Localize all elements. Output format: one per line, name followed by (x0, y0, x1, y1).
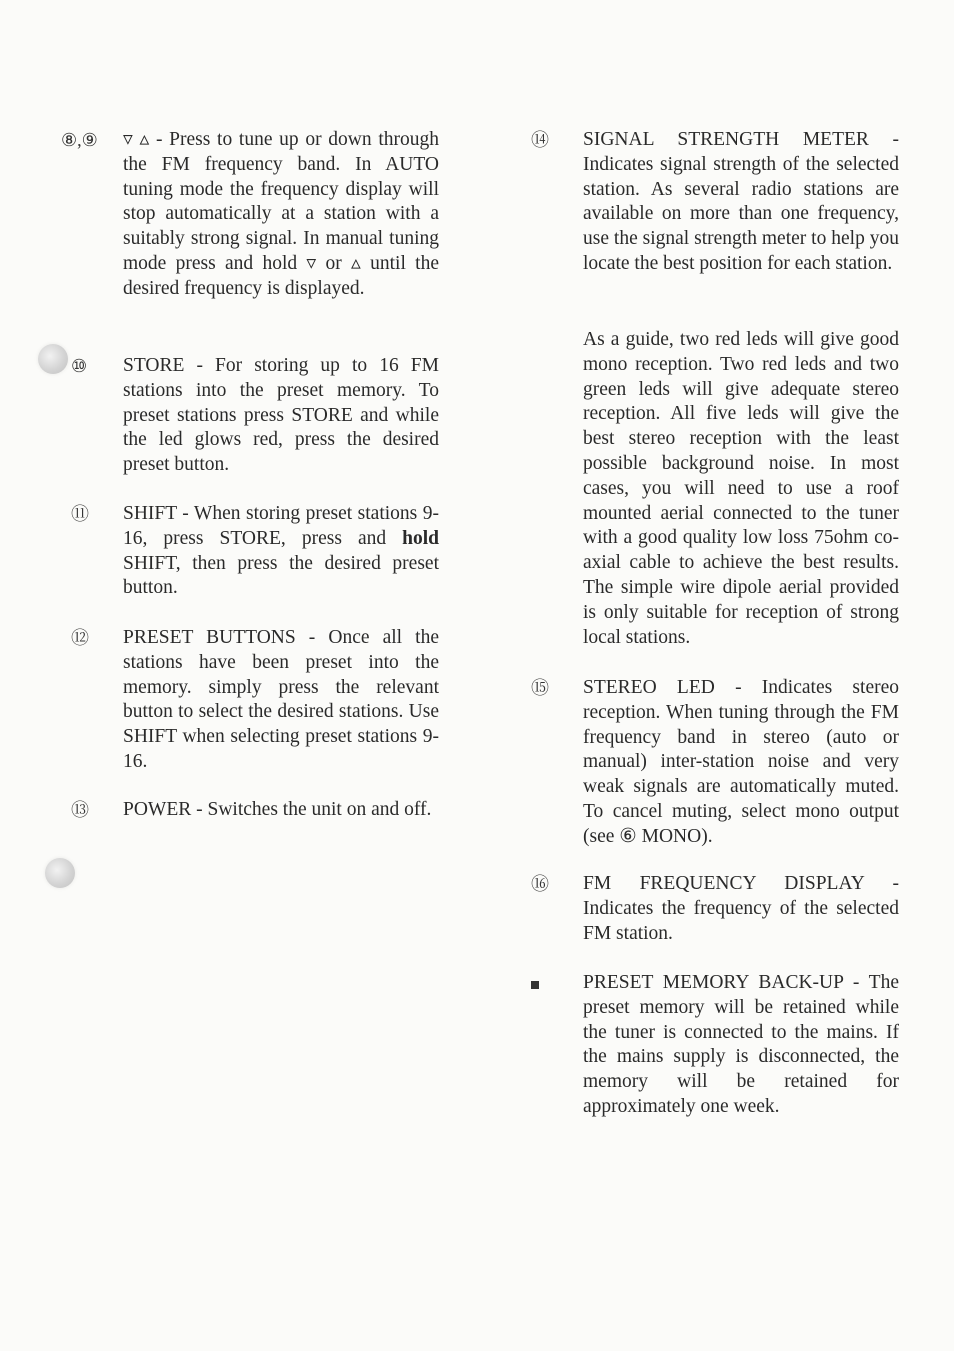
entry-shift-text-a: SHIFT - When storing preset stations 9-16, press STORE, press and (123, 503, 439, 549)
punch-hole-bottom (45, 858, 75, 888)
marker-8-9: ⑧,⑨ (61, 130, 98, 150)
entry-preset-buttons-text: PRESET BUTTONS - Once all the stations have been preset into the memory. simply press the relevant button to select the desired stations. Use SHIFT when selecting preset stations 9-16. (123, 627, 439, 772)
marker-10: ⑩ (71, 356, 88, 376)
marker-14: ⑭ (531, 130, 549, 150)
entry-fm-display (531, 872, 899, 946)
entry-stereo-led-text: STEREO LED - Indicates stereo reception. When tuning through the FM frequency band in stereo (auto or manual) inter-station noise and very weak signals are automatically muted. To cancel muting, select mono output (see ⑥ MONO). (583, 677, 899, 847)
entry-signal-guide (583, 328, 899, 650)
entry-stereo-led (531, 676, 899, 850)
entry-tune (61, 128, 439, 302)
entry-shift-text (123, 502, 439, 601)
entry-shift-text-b: SHIFT, then press the desired preset button. (123, 552, 439, 599)
marker-15: ⑮ (531, 678, 549, 698)
entry-tune-text: ▿ ▵ - Press to tune up or down through the FM frequency band. In AUTO tuning mode the frequency display will stop automatically at a station with a suitably strong signal. In manual tuning mode press and hold ▿ or ▵ until the desired frequency is displayed. (123, 129, 439, 299)
entry-power (71, 798, 439, 823)
marker-11: ⑪ (71, 504, 89, 524)
entry-power-text: POWER - Switches the unit on and off. (123, 799, 432, 820)
entry-memory-backup-text: PRESET MEMORY BACK-UP - The preset memory will be retained while the tuner is connected to the mains. If the mains supply is disconnected, the memory will be retained for approximately one week. (583, 972, 899, 1117)
entry-signal-meter-text: SIGNAL STRENGTH METER - Indicates signal strength of the selected station. As several radio stations are available on more than one frequency, use the signal strength meter to help you locate the best position for each station. (583, 129, 899, 274)
entry-signal-guide-text: As a guide, two red leds will give good mono reception. Two red leds and two green leds will give adequate stereo reception. All five leds will give the best stereo reception with the least possible background noise. In most cases, you will need to use a roof mounted aerial connected to the tuner with a good quality low loss 75ohm co-axial cable to achieve the best results. The simple wire dipole aerial provided is only suitable for reception of strong local stations. (583, 329, 899, 648)
entry-store (71, 354, 439, 478)
entry-signal-meter (531, 128, 899, 277)
marker-12: ⑫ (71, 628, 89, 648)
entry-memory-backup (583, 971, 899, 1120)
entry-preset-buttons (71, 626, 439, 775)
marker-16: ⑯ (531, 874, 549, 894)
entry-fm-display-text: FM FREQUENCY DISPLAY - Indicates the frequency of the selected FM station. (583, 873, 899, 944)
marker-13: ⑬ (71, 800, 89, 820)
entry-shift (71, 502, 439, 601)
punch-hole-top (38, 344, 68, 374)
bullet-square-icon (531, 971, 539, 996)
entry-store-text: STORE - For storing up to 16 FM stations into the preset memory. To preset stations press STORE and while the led glows red, press the desired preset button. (123, 355, 439, 476)
entry-shift-text-bold: hold (402, 527, 439, 549)
